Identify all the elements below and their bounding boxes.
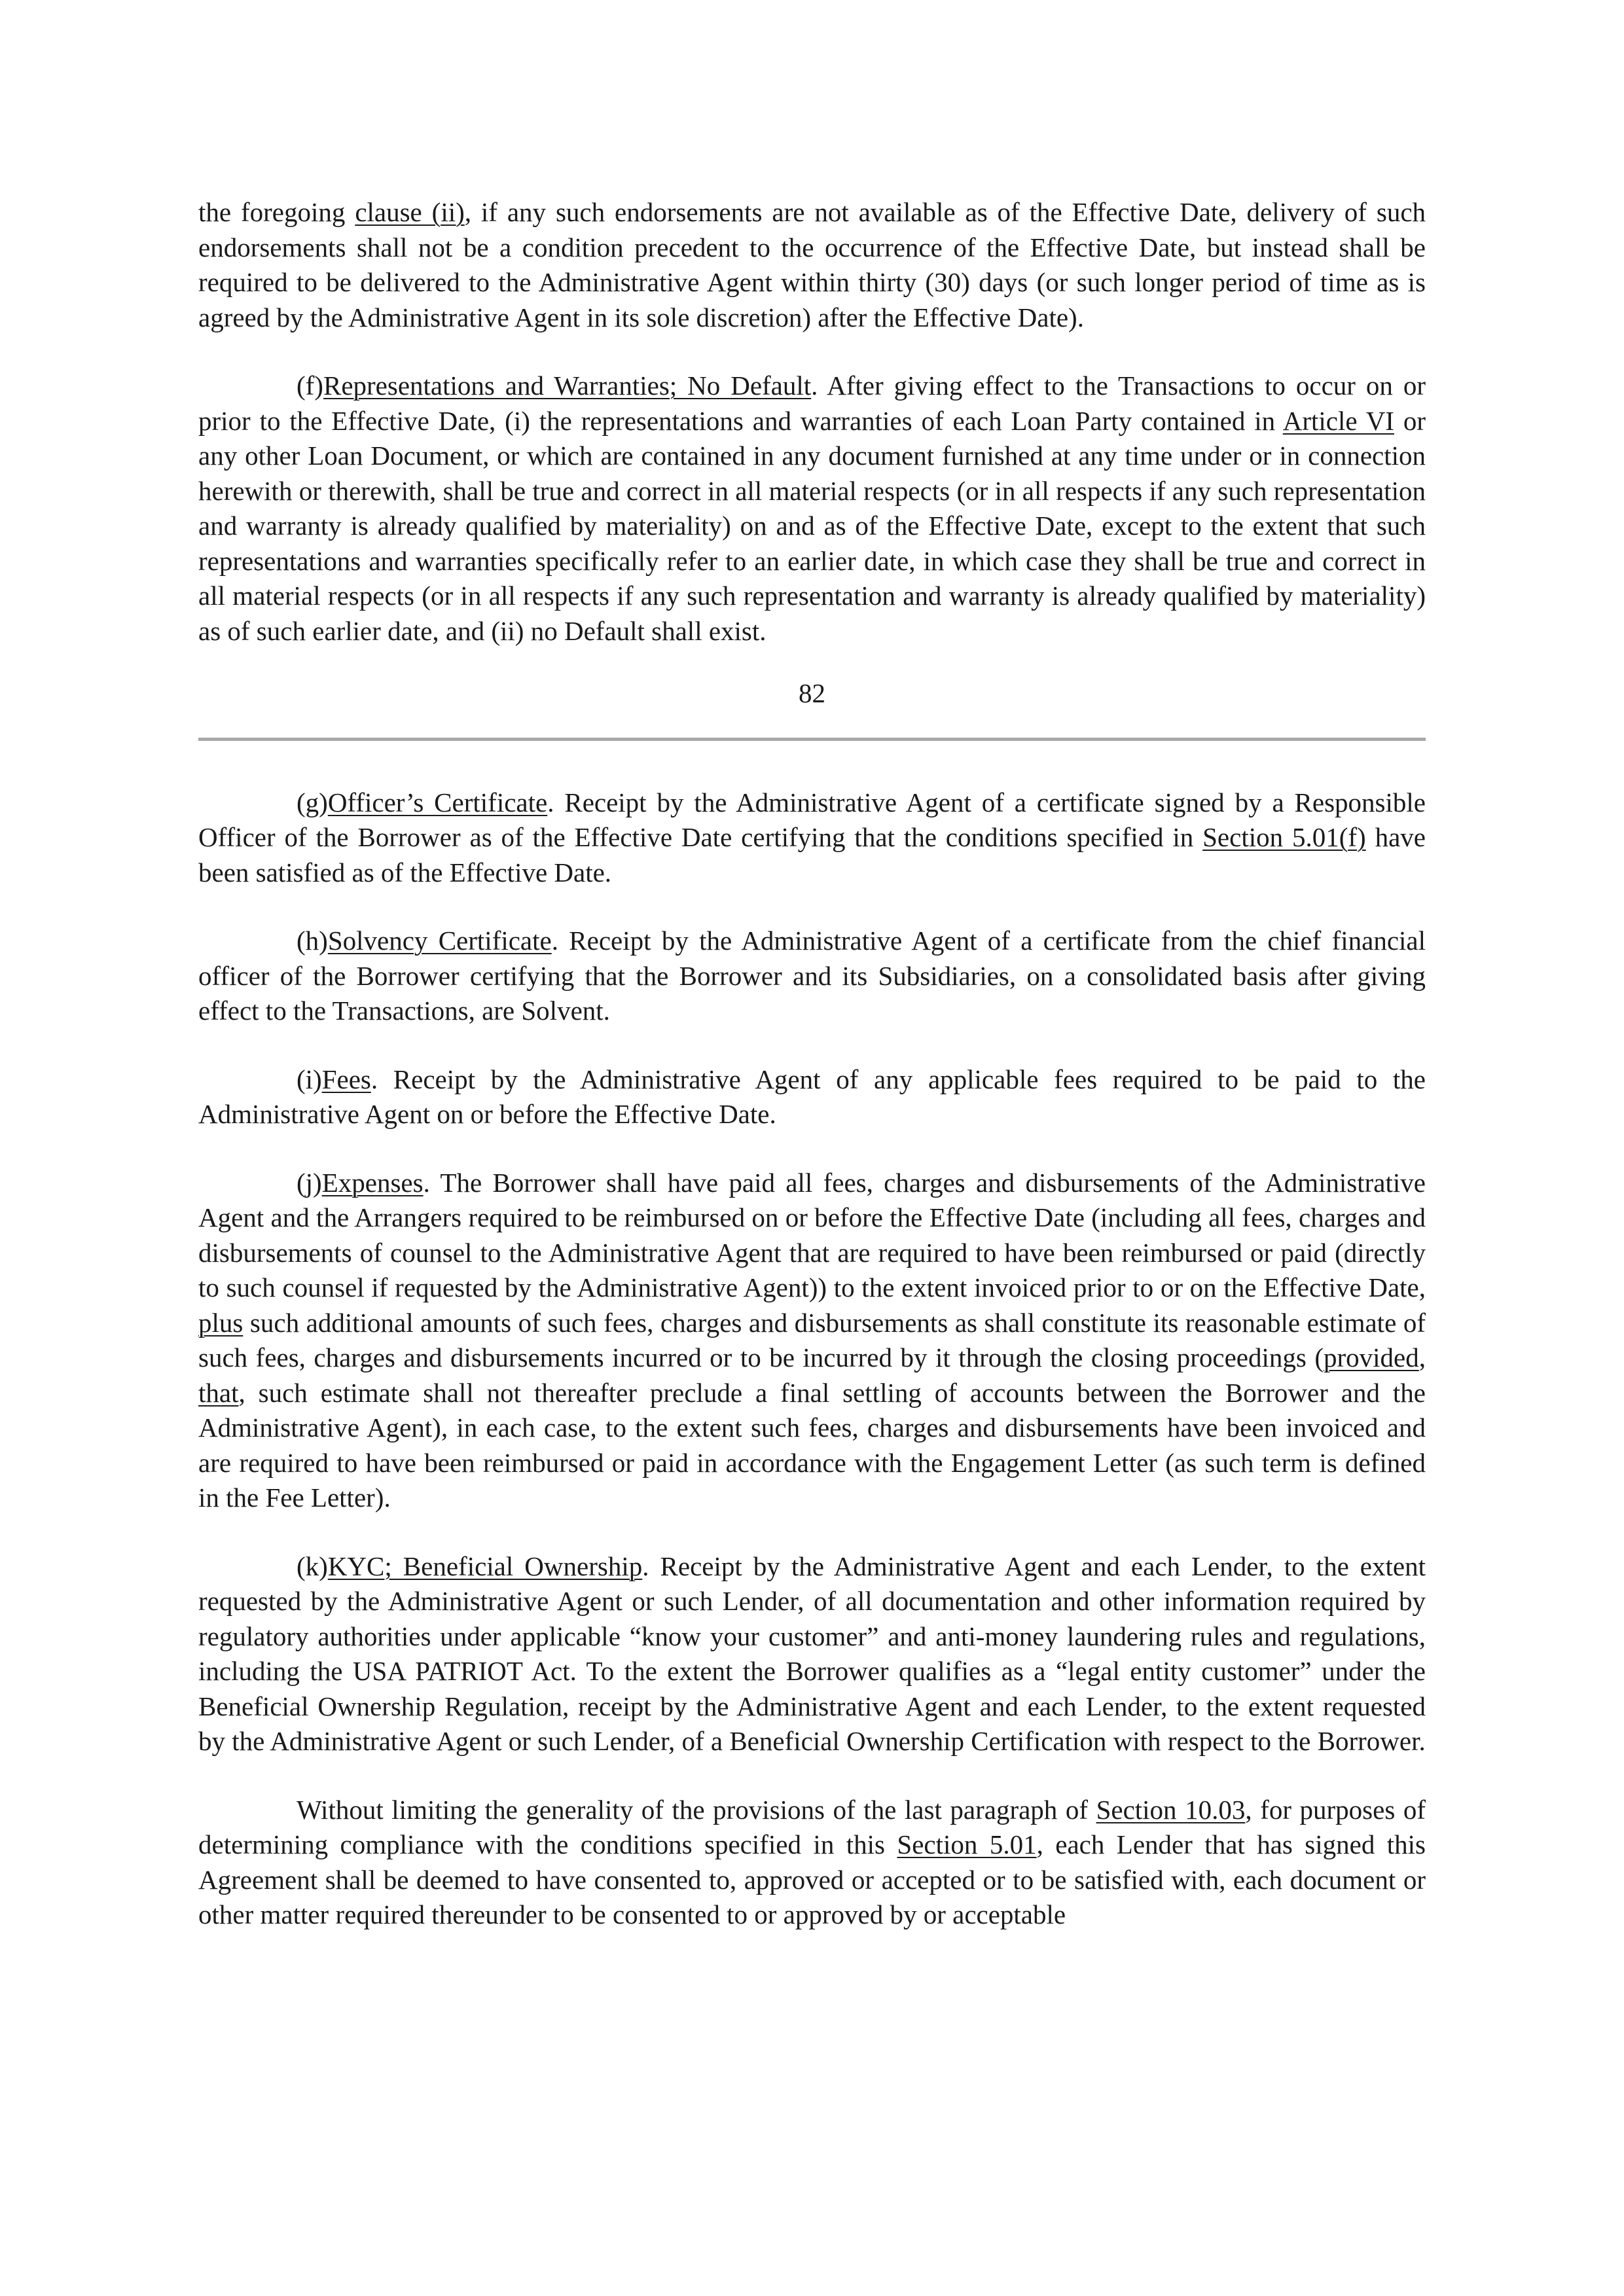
paragraph-h — [198, 924, 1426, 1029]
paragraph-k — [198, 1549, 1426, 1759]
text: . Receipt by the Administrative Agent of any applicable fees required to be paid to the Administrative Agent on or before the Effective Date. — [198, 1064, 1426, 1129]
text: , such estimate shall not thereafter preclude a final settling of accounts between the Borrower and the Administrative Agent), in each case, to the extent such fees, charges and disbursements have been invoiced and are required to have been reimbursed or paid in accordance with the Engagement Letter (as such term is defined in the Fee Letter). — [198, 1377, 1426, 1513]
paragraph-heading: Expenses — [321, 1167, 424, 1198]
paragraph-final — [198, 1793, 1426, 1933]
text: such additional amounts of such fees, charges and disbursements as shall constitute its reasonable estimate of such fees, charges and disbursements incurred or to be incurred by it through the closing proceedings ( — [198, 1307, 1426, 1372]
text: Without limiting the generality of the provisions of the last paragraph of — [297, 1794, 1096, 1825]
paragraph-i — [198, 1062, 1426, 1132]
page-number: 82 — [799, 678, 825, 708]
paragraph-f — [198, 368, 1426, 649]
section-5-01-f-reference[interactable]: Section 5.01(f) — [1202, 822, 1366, 852]
paragraph-j — [198, 1166, 1426, 1516]
text: . The Borrower shall have paid all fees, charges and disbursements of the Administrative Agent and the Arrangers required to be reimbursed on or before the Effective Date (including all fees, charges and disbursements of counsel to the Administrative Agent that are required to have been reimbursed or paid (directly to such counsel if requested by the Administrative Agent)) to the extent invoiced prior to or on the Effective Date, — [198, 1167, 1426, 1302]
paragraph-label: (k) — [297, 1551, 328, 1581]
paragraph-heading: Solvency Certificate — [327, 925, 552, 956]
text: , each Lender that has signed this Agreement shall be deemed to have consented to, approved or accepted or to be satisfied with, each document or other matter required thereunder to be consented to or approved by or acceptable — [198, 1829, 1426, 1929]
text: the foregoing — [198, 197, 355, 227]
paragraph-label: (g) — [297, 787, 328, 817]
document-page — [198, 195, 1426, 1933]
text: have been satisfied as of the Effective Date. — [198, 822, 1426, 888]
paragraph-continuation — [198, 195, 1426, 335]
page-break-divider — [198, 738, 1426, 741]
paragraph-label: (f) — [297, 370, 323, 401]
text: . Receipt by the Administrative Agent of a certificate signed by a Responsible Officer of the Borrower as of the Effective Date certifying that the conditions specified in — [198, 787, 1426, 852]
section-5-01-reference[interactable]: Section 5.01 — [897, 1829, 1037, 1859]
underlined-term-that: that — [198, 1377, 239, 1408]
text: , if any such endorsements are not available as of the Effective Date, delivery of such endorsements shall not be a condition precedent to the occurrence of the Effective Date, but instead shall be required to be delivered to the Administrative Agent within thirty (30) days (or such longer period of time as is agreed by the Administrative Agent in its sole discretion) after the Effective Date). — [198, 197, 1426, 332]
text: . Receipt by the Administrative Agent and each Lender, to the extent requested by the Administrative Agent or such Lender, of all documentation and other information required by regulatory authorities under applicable “know your customer” and anti-money laundering rules and regulations, including the USA PATRIOT Act. To the extent the Borrower qualifies as a “legal entity customer” under the Beneficial Ownership Regulation, receipt by the Administrative Agent and each Lender, to the extent requested by the Administrative Agent or such Lender, of a Beneficial Ownership Certification with respect to the Borrower. — [198, 1551, 1426, 1756]
clause-ii-reference[interactable]: clause (ii) — [355, 197, 465, 227]
paragraph-heading: Fees — [321, 1064, 371, 1094]
underlined-term-plus: plus — [198, 1307, 244, 1338]
text: , for purposes of determining compliance with the conditions specified in this — [198, 1794, 1426, 1859]
paragraph-g — [198, 785, 1426, 891]
article-vi-reference[interactable]: Article VI — [1282, 405, 1394, 436]
text: . Receipt by the Administrative Agent of a certificate from the chief financial officer of the Borrower certifying that the Borrower and its Subsidiaries, on a consolidated basis after giving effect to the Transactions, are Solvent. — [198, 925, 1426, 1026]
text: . After giving effect to the Transactions to occur on or prior to the Effective Date, (i) the representations and warranties of each Loan Party contained in — [198, 370, 1426, 436]
paragraph-heading: Officer’s Certificate — [327, 787, 548, 817]
underlined-term-provided: provided — [1324, 1342, 1419, 1372]
paragraph-label: (i) — [297, 1064, 322, 1094]
paragraph-label: (j) — [297, 1167, 322, 1198]
text: or any other Loan Document, or which are contained in any document furnished at any time under or in connection herewith or therewith, shall be true and correct in all material respects (or in all respects if any such representation and warranty is already qualified by materiality) on and as of the Effective Date, except to the extent that such representations and warranties specifically refer to an earlier date, in which case they shall be true and correct in all material respects (or in all respects if any such representation and warranty is already qualified by materiality) as of such earlier date, and (ii) no Default shall exist. — [198, 405, 1426, 646]
paragraph-label: (h) — [297, 925, 328, 956]
paragraph-heading: KYC; Beneficial Ownership — [327, 1551, 643, 1581]
paragraph-heading: Representations and Warranties; No Default — [323, 370, 812, 401]
section-10-03-reference[interactable]: Section 10.03 — [1096, 1794, 1246, 1825]
text: , — [1418, 1342, 1426, 1372]
